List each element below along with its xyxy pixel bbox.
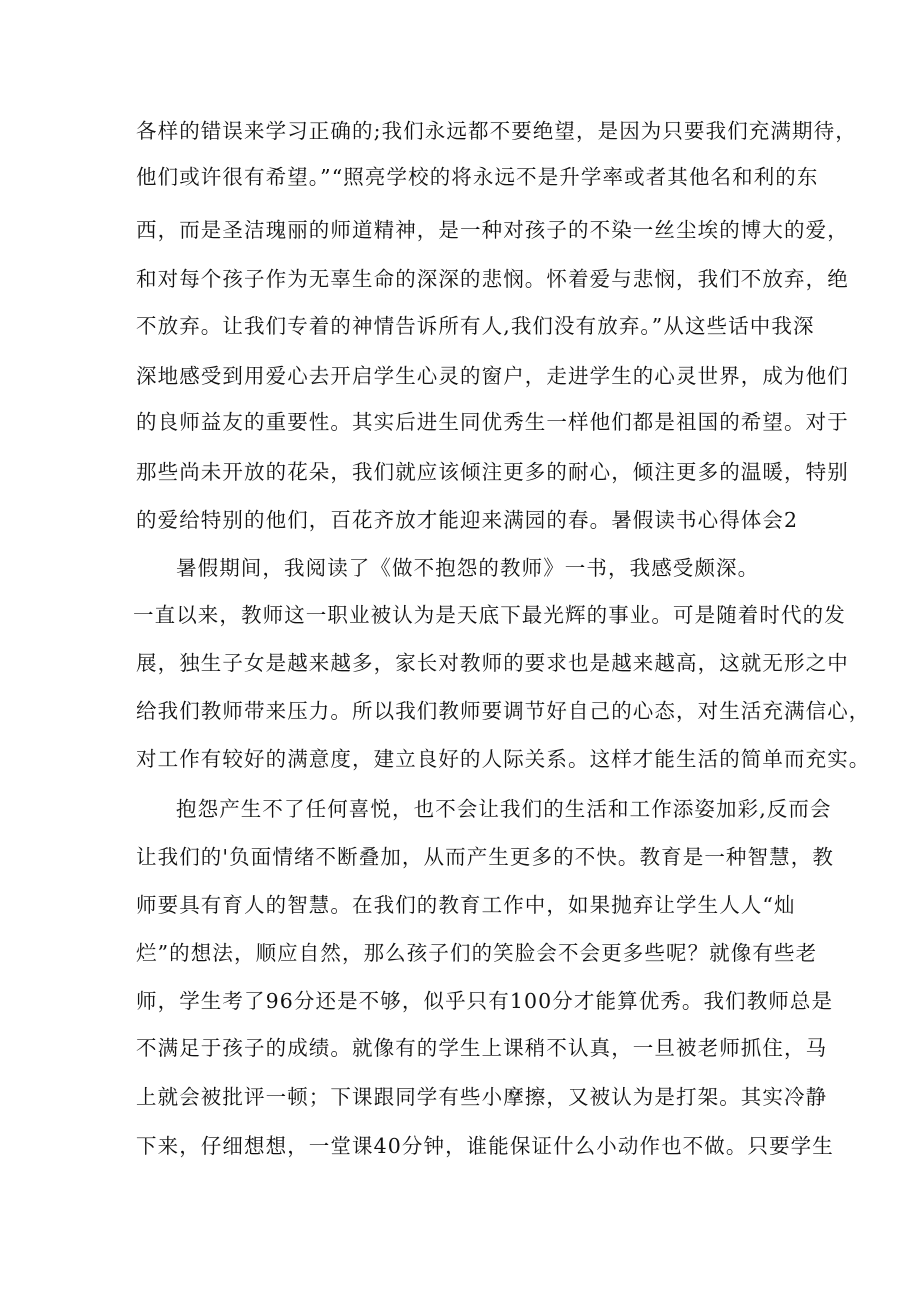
- text-line: 西，而是圣洁瑰丽的师道精神，是一种对孩子的不染一丝尘埃的博大的爱，: [136, 218, 849, 242]
- text-line: 烂”的想法，顺应自然，那么孩子们的笑脸会不会更多些呢？就像有些老: [136, 941, 818, 965]
- text-line: 不放弃。让我们专着的神情告诉所有人,我们没有放弃。”从这些话中我深: [136, 314, 815, 338]
- text-line: 一直以来，教师这一职业被认为是天底下最光辉的事业。可是随着时代的发: [133, 603, 846, 627]
- text-line: 给我们教师带来压力。所以我们教师要调节好自己的心态，对生活充满信心，: [136, 699, 871, 723]
- text-line: 的爱给特别的他们，百花齐放才能迎来满园的春。暑假读书心得体会2: [136, 508, 799, 532]
- text-line: 上就会被批评一顿；下课跟同学有些小摩擦，又被认为是打架。其实冷静: [136, 1085, 828, 1109]
- paragraph-first-line: 抱怨产生不了任何喜悦，也不会让我们的生活和工作添姿加彩,反而会: [176, 797, 832, 821]
- text-line: 下来，仔细想想，一堂课40分钟，谁能保证什么小动作也不做。只要学生: [136, 1134, 834, 1158]
- text-line: 深地感受到用爱心去开启学生心灵的窗户，走进学生的心灵世界，成为他们: [136, 364, 849, 388]
- text-line: 让我们的'负面情绪不断叠加，从而产生更多的不快。教育是一种智慧，教: [136, 845, 834, 869]
- paragraph-first-line: 暑假期间，我阅读了《做不抱怨的教师》一书，我感受颇深。: [176, 556, 760, 580]
- text-line: 的良师益友的重要性。其实后进生同优秀生一样他们都是祖国的希望。对于: [136, 410, 849, 434]
- text-line: 对工作有较好的满意度，建立良好的人际关系。这样才能生活的简单而充实。: [136, 747, 871, 771]
- text-line: 各样的错误来学习正确的;我们永远都不要绝望，是因为只要我们充满期待，: [136, 119, 857, 143]
- text-line: 和对每个孩子作为无辜生命的深深的悲悯。怀着爱与悲悯，我们不放弃，绝: [136, 267, 849, 291]
- text-line: 展，独生子女是越来越多，家长对教师的要求也是越来越高，这就无形之中: [136, 651, 849, 675]
- text-line: 那些尚未开放的花朵，我们就应该倾注更多的耐心，倾注更多的温暖，特别: [136, 460, 849, 484]
- text-line: 师，学生考了96分还是不够，似乎只有100分才能算优秀。我们教师总是: [136, 989, 834, 1013]
- text-line: 师要具有育人的智慧。在我们的教育工作中，如果抛弃让学生人人“灿: [136, 893, 796, 917]
- text-line: 他们或许很有希望。”“照亮学校的将永远不是升学率或者其他名和利的东: [136, 165, 819, 189]
- text-line: 不满足于孩子的成绩。就像有的学生上课稍不认真，一旦被老师抓住，马: [136, 1036, 828, 1060]
